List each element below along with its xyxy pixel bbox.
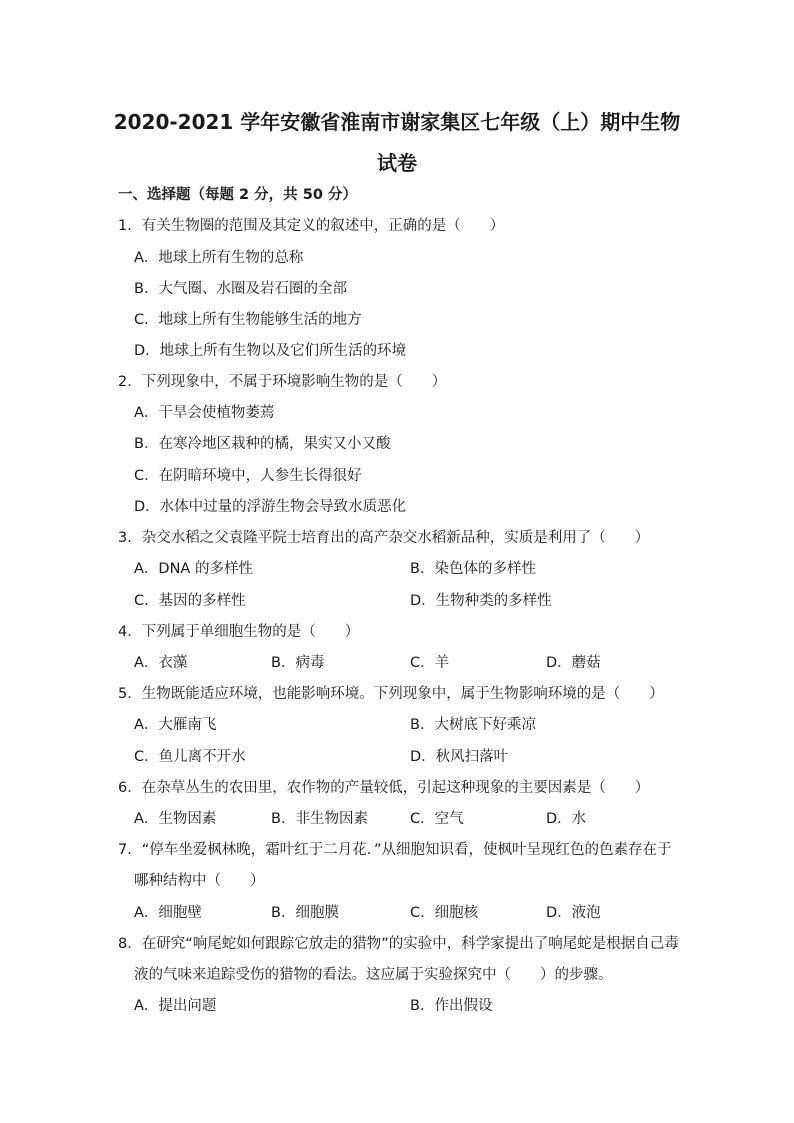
question-5-option-d: D．秋风扫落叶 [410,749,509,765]
question-4-option-d: D．蘑菇 [546,655,601,671]
question-6-option-b: B．非生物因素 [271,811,368,827]
question-5-option-a: A．大雁南飞 [134,717,217,733]
question-4-option-c: C．羊 [410,655,450,671]
question-4-option-a: A．衣藻 [134,655,188,671]
question-1-option-a: A．地球上所有生物的总称 [134,250,304,266]
question-5-stem: 5．生物既能适应环境，也能影响环境。下列现象中，属于生物影响环境的是（ ） [118,686,664,702]
question-4-stem: 4．下列属于单细胞生物的是（ ） [118,624,360,640]
question-6-option-d: D．水 [546,811,587,827]
question-2-option-a: A．干旱会使植物萎蔫 [134,405,275,421]
question-5-option-c: C．鱼儿离不开水 [134,749,246,765]
question-6-stem: 6．在杂草丛生的农田里，农作物的产量较低，引起这种现象的主要因素是（ ） [118,780,650,796]
question-6-option-c: C．空气 [410,811,464,827]
question-1-option-d: D．地球上所有生物以及它们所生活的环境 [134,343,407,359]
question-3-option-c: C．基因的多样性 [134,593,246,609]
question-3-stem: 3．杂交水稻之父袁隆平院士培育出的高产杂交水稻新品种，实质是利用了（ ） [118,530,650,546]
question-2-stem: 2．下列现象中，不属于环境影响生物的是（ ） [118,374,447,390]
question-8-stem-continued: 液的气味来追踪受伤的猎物的看法。这应属于实验探究中（ ）的步骤。 [134,967,613,983]
question-3-option-a: A．DNA 的多样性 [134,561,253,577]
question-2-option-d: D．水体中过量的浮游生物会导致水质恶化 [134,499,407,515]
question-2-option-c: C．在阴暗环境中，人参生长得很好 [134,468,362,484]
question-6-option-a: A．生物因素 [134,811,217,827]
question-7-option-b: B．细胞膜 [271,905,339,921]
question-7-stem: 7．“停车坐爱枫林晚，霜叶红于二月花．”从细胞知识看，使枫叶呈现红色的色素存在于 [118,842,672,858]
question-1-option-b: B．大气圈、水圈及岩石圈的全部 [134,281,347,297]
section-heading: 一、选择题（每题 2 分，共 50 分） [118,187,357,203]
question-8-option-a: A．提出问题 [134,998,217,1014]
question-4-option-b: B．病毒 [271,655,325,671]
question-7-option-a: A．细胞壁 [134,905,202,921]
question-7-option-d: D．液泡 [546,905,601,921]
question-3-option-d: D．生物种类的多样性 [410,593,552,609]
question-8-option-b: B．作出假设 [410,998,493,1014]
question-3-option-b: B．染色体的多样性 [410,561,536,577]
question-1-stem: 1．有关生物圈的范围及其定义的叙述中，正确的是（ ） [118,218,505,234]
exam-title-line-1: 2020-2021 学年安徽省淮南市谢家集区七年级（上）期中生物 [113,110,681,134]
question-7-option-c: C．细胞核 [410,905,479,921]
exam-title-line-2: 试卷 [377,151,417,175]
question-7-stem-continued: 哪种结构中（ ） [134,873,265,889]
question-2-option-b: B．在寒冷地区栽种的橘，果实又小又酸 [134,436,391,452]
question-1-option-c: C．地球上所有生物能够生活的地方 [134,312,362,328]
question-5-option-b: B．大树底下好乘凉 [410,717,536,733]
question-8-stem: 8．在研究“响尾蛇如何跟踪它放走的猎物”的实验中，科学家提出了响尾蛇是根据自己毒 [118,936,679,952]
